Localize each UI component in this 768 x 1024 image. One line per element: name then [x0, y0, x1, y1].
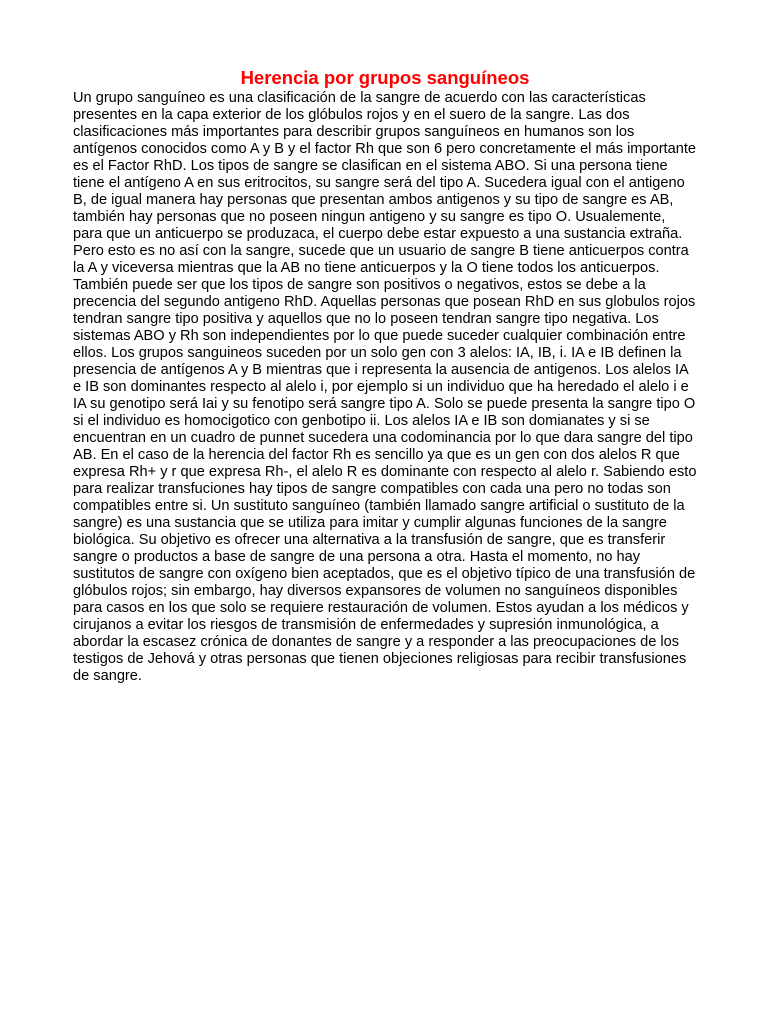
document-title: Herencia por grupos sanguíneos — [240, 67, 530, 88]
document-page — [73, 66, 697, 685]
document-body-paragraph: Un grupo sanguíneo es una clasificación de la sangre de acuerdo con las características presentes en la capa exterior de los glóbulos rojos y en el suero de la sangre. Las dos clasificaciones más importantes para describir grupos sanguíneos en humanos son los antígenos conocidos como A y B y el factor Rh que son 6 pero concretamente el más importante es el Factor RhD. Los tipos de sangre se clasifican en el sistema ABO. Si una persona tiene tiene el antígeno A en sus eritrocitos, su sangre será del tipo A. Sucedera igual con el antigeno B, de igual manera hay personas que presentan ambos antigenos y su tipo de sangre es AB, también hay personas que no poseen ningun antigeno y su sangre es tipo O. Usualemente, para que un anticuerpo se produzaca, el cuerpo debe estar expuesto a una sustancia extraña. Pero esto es no así con la sangre, sucede que un usuario de sangre B tiene anticuerpos contra la A y viceversa mientras que la AB no tiene anticuerpos y la O tiene todos los anticuerpos. También puede ser que los tipos de sangre son positivos o negativos, estos se debe a la precencia del segundo antigeno RhD. Aquellas personas que posean RhD en sus globulos rojos tendran sangre tipo positiva y aquellos que no lo poseen tendran sangre tipo negativa. Los sistemas ABO y Rh son independientes por lo que puede suceder cualquier combinación entre ellos. Los grupos sanguineos suceden por un solo gen con 3 alelos: IA, IB, i. IA e IB definen la presencia de antígenos A y B mientras que i representa la ausencia de antigenos. Los alelos IA e IB son dominantes respecto al alelo i, por ejemplo si un individuo que ha heredado el alelo i e IA su genotipo será Iai y su fenotipo será sangre tipo A. Solo se puede presenta la sangre tipo O si el individuo es homocigotico con genbotipo ii. Los alelos IA e IB son domianates y si se encuentran en un cuadro de punnet sucedera una codominancia por lo que dara sangre del tipo AB. En el caso de la herencia del factor Rh es sencillo ya que es un gen con dos alelos R que expresa Rh+ y r que expresa Rh-, el alelo R es dominante con respecto al alelo r. Sabiendo esto para realizar transfuciones hay tipos de sangre compatibles con cada una pero no todas son compatibles entre si. Un sustituto sanguíneo (también llamado sangre artificial o sustituto de la sangre) es una sustancia que se utiliza para imitar y cumplir algunas funciones de la sangre biológica. Su objetivo es ofrecer una alternativa a la transfusión de sangre, que es transferir sangre o productos a base de sangre de una persona a otra. Hasta el momento, no hay sustitutos de sangre con oxígeno bien aceptados, que es el objetivo típico de una transfusión de glóbulos rojos; sin embargo, hay diversos expansores de volumen no sanguíneos disponibles para casos en los que solo se requiere restauración de volumen. Estos ayudan a los médicos y cirujanos a evitar los riesgos de transmisión de enfermedades y supresión inmunológica, a abordar la escasez crónica de donantes de sangre y a responder a las preocupaciones de los testigos de Jehová y otras personas que tienen objeciones religiosas para recibir transfusiones de sangre. — [73, 90, 697, 684]
